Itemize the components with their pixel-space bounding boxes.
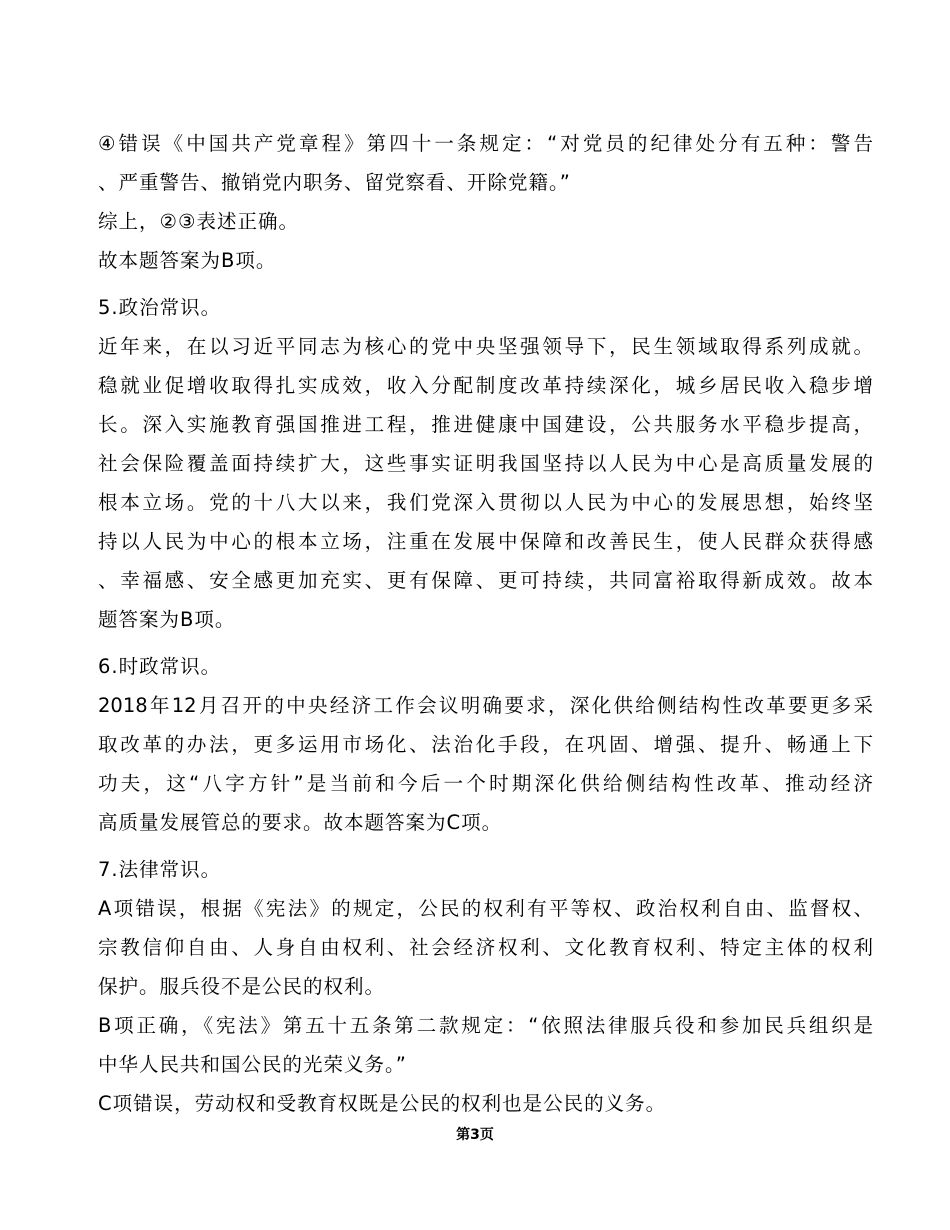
paragraph-line: 持以人民为中心的根本立场，注重在发展中保障和改善民生，使人民群众获得感 [98, 530, 873, 553]
answer-block-q7 [98, 850, 873, 1123]
paragraph-line: ④错误《中国共产党章程》第四十一条规定：“对党员的纪律处分有五种：警告 [98, 132, 873, 155]
section-heading: 7.法律常识。 [98, 858, 222, 881]
paragraph-line: 中华人民共和国公民的光荣义务。” [98, 1053, 407, 1076]
paragraph-line: 高质量发展管总的要求。故本题答案为C项。 [98, 811, 503, 834]
paragraph-line: 根本立场。党的十八大以来，我们党深入贯彻以人民为中心的发展思想，始终坚 [98, 491, 873, 514]
paragraph-line: 综上，②③表述正确。 [98, 210, 299, 233]
paragraph-line: 保护。服兵役不是公民的权利。 [98, 975, 386, 998]
document-body [98, 124, 873, 1123]
paragraph-line: 功夫，这“八字方针”是当前和今后一个时期深化供给侧结构性改革、推动经济 [98, 772, 873, 795]
paragraph-line: 、严重警告、撤销党内职务、留党察看、开除党籍。” [98, 171, 571, 194]
paragraph-line: 、幸福感、安全感更加充实、更有保障、更可持续，共同富裕取得新成效。故本 [98, 569, 873, 592]
answer-block-q5 [98, 288, 873, 639]
paragraph-line: 2018年12月召开的中央经济工作会议明确要求，深化供给侧结构性改革要更多采 [98, 694, 873, 717]
paragraph-line: 长。深入实施教育强国推进工程，推进健康中国建设，公共服务水平稳步提高， [98, 413, 873, 436]
answer-block-q4 [98, 124, 873, 280]
paragraph-line: 题答案为B项。 [98, 608, 236, 631]
paragraph-line: A项错误，根据《宪法》的规定，公民的权利有平等权、政治权利自由、监督权、 [98, 897, 873, 920]
answer-block-q6 [98, 647, 873, 842]
paragraph-line: 故本题答案为B项。 [98, 249, 277, 272]
paragraph-line: B项正确，《宪法》第五十五条第二款规定：“依照法律服兵役和参加民兵组织是 [98, 1014, 873, 1037]
page-number: 第3页 [456, 1127, 494, 1143]
paragraph-line: 稳就业促增收取得扎实成效，收入分配制度改革持续深化，城乡居民收入稳步增 [98, 374, 873, 397]
paragraph-line: 取改革的办法，更多运用市场化、法治化手段，在巩固、增强、提升、畅通上下 [98, 733, 873, 756]
paragraph-line: 社会保险覆盖面持续扩大，这些事实证明我国坚持以人民为中心是高质量发展的 [98, 452, 873, 475]
paragraph-line: 近年来，在以习近平同志为核心的党中央坚强领导下，民生领域取得系列成就。 [98, 335, 873, 358]
section-heading: 6.时政常识。 [98, 655, 222, 678]
paragraph-line: 宗教信仰自由、人身自由权利、社会经济权利、文化教育权利、特定主体的权利 [98, 936, 873, 959]
section-heading: 5.政治常识。 [98, 296, 222, 319]
paragraph-line: C项错误，劳动权和受教育权既是公民的权利也是公民的义务。 [98, 1092, 667, 1115]
